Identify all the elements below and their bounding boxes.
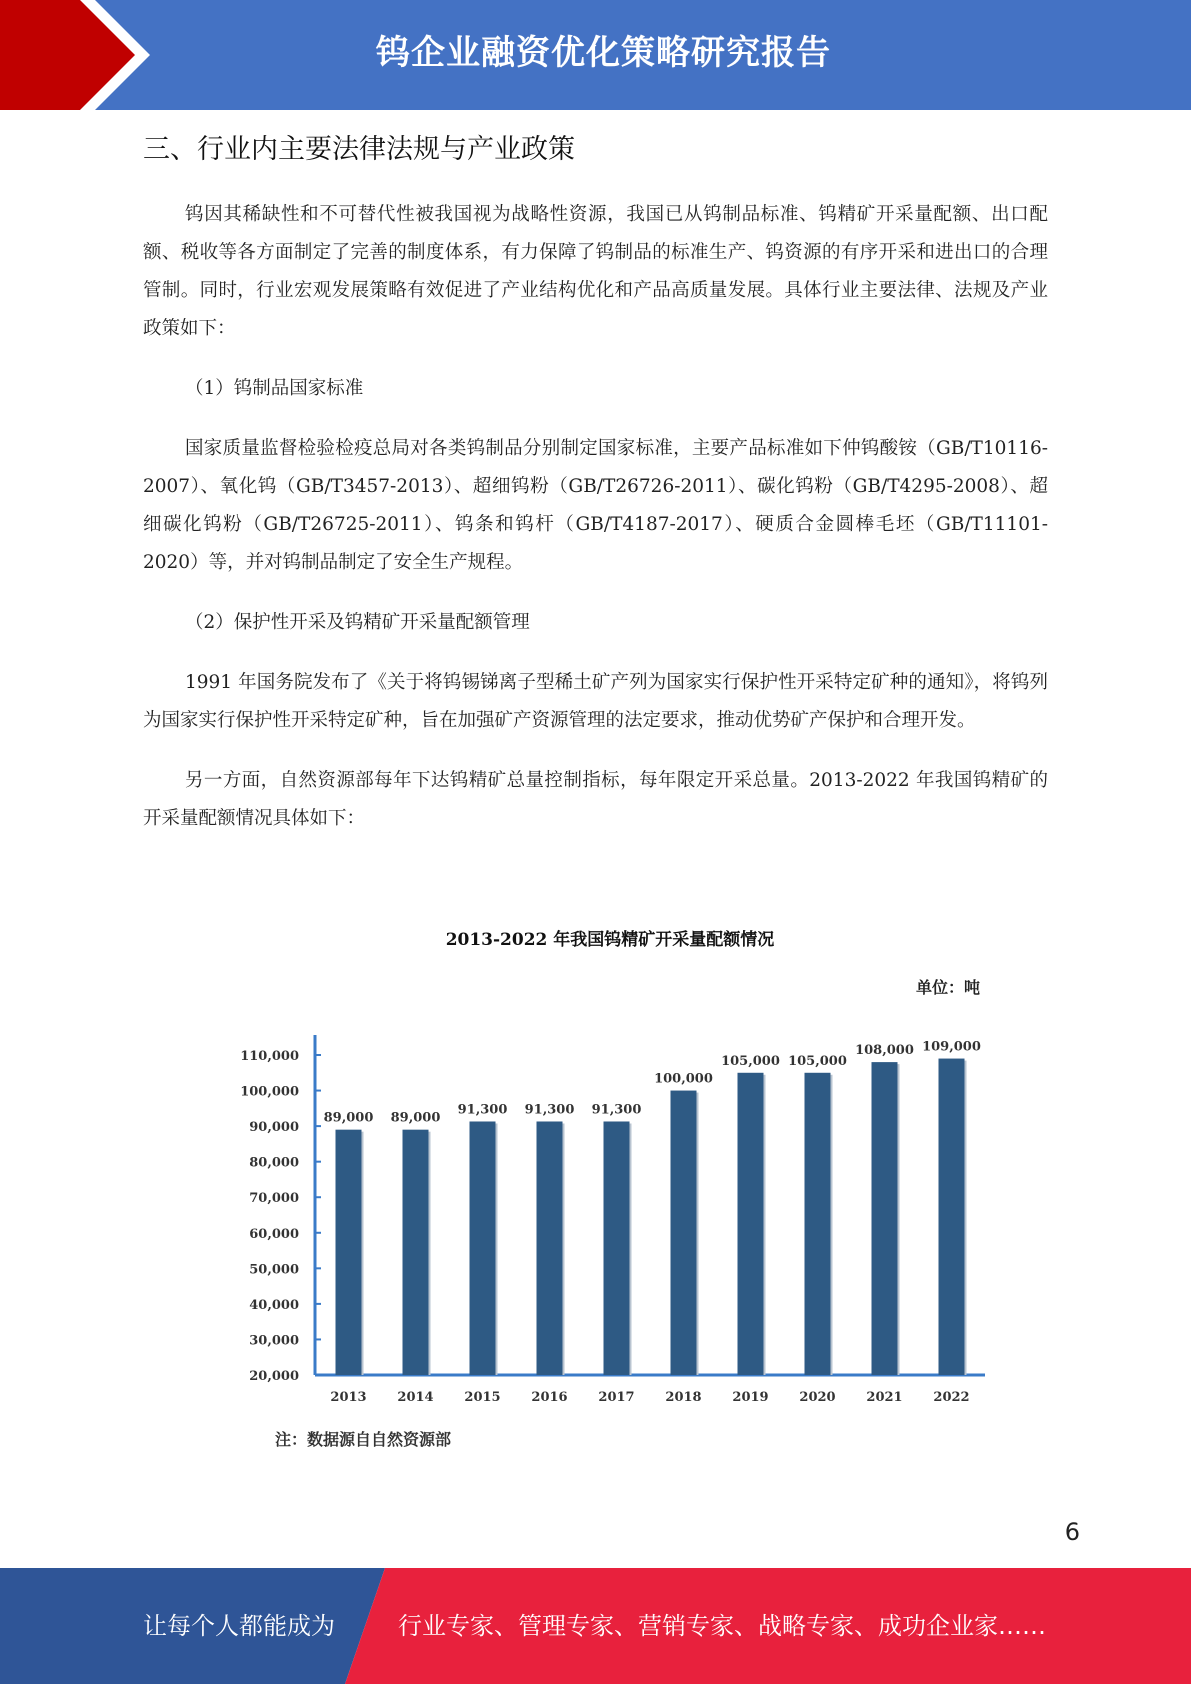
bar [537, 1121, 563, 1375]
y-tick-label: 110,000 [240, 1049, 299, 1064]
subheading-standards: （1）钨制品国家标准 [185, 378, 364, 399]
subheading-quota: （2）保护性开采及钨精矿开采量配额管理 [185, 612, 530, 633]
bar-value-label: 91,300 [524, 1102, 575, 1118]
chart-title: 2013-2022 年我国钨精矿开采量配额情况 [445, 930, 775, 950]
x-tick-label: 2016 [531, 1390, 568, 1405]
paragraph-1991-notice: 1991 年国务院发布了《关于将钨锡锑离子型稀土矿产列为国家实行保护性开采特定矿种的通知》，将钨列为国家实行保护性开采特定矿种，旨在加强矿产资源管理的法定要求，推动优势矿产保护和合理开发。 [143, 672, 1048, 731]
chart-unit-label: 单位：吨 [915, 978, 980, 997]
bar-value-label: 100,000 [654, 1071, 713, 1087]
y-tick-label: 70,000 [249, 1191, 299, 1207]
report-title: 钨企业融资优化策略研究报告 [376, 33, 831, 73]
x-tick-label: 2020 [799, 1390, 836, 1405]
chart-svg [220, 915, 1010, 1475]
paragraph-intro: 钨因其稀缺性和不可替代性被我国视为战略性资源，我国已从钨制品标准、钨精矿开采量配额、出口配额、税收等各方面制定了完善的制度体系，有力保障了钨制品的标准生产、钨资源的有序开采和进出口的合理管制。同时，行业宏观发展策略有效促进了产业结构优化和产品高质量发展。具体行业主要法律、法规及产业政策如下： [143, 204, 1048, 339]
bar-value-label: 91,300 [591, 1102, 642, 1118]
bar-value-label: 109,000 [922, 1039, 981, 1055]
x-tick-label: 2014 [397, 1390, 434, 1405]
footer-slogan-left: 让每个人都能成为 [143, 1612, 335, 1640]
y-tick-label: 20,000 [249, 1369, 299, 1384]
y-tick-label: 80,000 [249, 1155, 299, 1171]
section-heading: 三、行业内主要法律法规与产业政策 [143, 134, 575, 165]
chart-source-note: 注：数据源自自然资源部 [275, 1430, 452, 1449]
header-band [0, 0, 1191, 110]
bar [671, 1091, 697, 1375]
x-tick-label: 2017 [598, 1390, 635, 1405]
bar [805, 1073, 831, 1375]
x-tick-label: 2018 [665, 1390, 702, 1405]
x-tick-label: 2015 [464, 1390, 501, 1405]
bar [872, 1062, 898, 1375]
bar-value-label: 105,000 [721, 1053, 780, 1069]
y-tick-label: 100,000 [240, 1084, 299, 1100]
bar [604, 1121, 630, 1375]
x-tick-label: 2022 [933, 1390, 970, 1405]
bar-value-label: 89,000 [323, 1110, 374, 1126]
bar-value-label: 108,000 [855, 1043, 914, 1059]
y-tick-label: 50,000 [249, 1262, 299, 1278]
bar [403, 1130, 429, 1375]
main-content [143, 128, 1048, 860]
bar [336, 1130, 362, 1375]
x-tick-label: 2021 [866, 1390, 903, 1405]
bar [939, 1059, 965, 1375]
bar [470, 1121, 496, 1375]
bar-value-label: 105,000 [788, 1053, 847, 1069]
bar [738, 1073, 764, 1375]
bar-value-label: 91,300 [457, 1102, 508, 1118]
paragraph-quota-intro: 另一方面，自然资源部每年下达钨精矿总量控制指标，每年限定开采总量。2013-2022 年我国钨精矿的开采量配额情况具体如下： [143, 770, 1048, 829]
y-tick-label: 90,000 [249, 1120, 299, 1136]
footer-band [0, 1568, 1191, 1684]
paragraph-standards: 国家质量监督检验检疫总局对各类钨制品分别制定国家标准，主要产品标准如下仲钨酸铵（GB/T10116-2007）、氧化钨（GB/T3457-2013）、超细钨粉（GB/T26726-2011）、碳化钨粉（GB/T4295-2008）、超细碳化钨粉（GB/T26725-2011）、钨条和钨杆（GB/T4187-2017）、硬质合金圆棒毛坯（GB/T11101-2020）等，并对钨制品制定了安全生产规程。 [143, 438, 1048, 573]
quota-bar-chart [220, 915, 1010, 1475]
page-number: 6 [1064, 1518, 1080, 1546]
y-tick-label: 40,000 [249, 1297, 299, 1313]
bar-value-label: 89,000 [390, 1110, 441, 1126]
footer-slogan-right: 行业专家、管理专家、营销专家、战略专家、成功企业家…… [398, 1612, 1046, 1640]
y-tick-label: 60,000 [249, 1226, 299, 1242]
x-tick-label: 2019 [732, 1390, 769, 1405]
y-tick-label: 30,000 [249, 1333, 299, 1349]
x-tick-label: 2013 [330, 1390, 367, 1405]
